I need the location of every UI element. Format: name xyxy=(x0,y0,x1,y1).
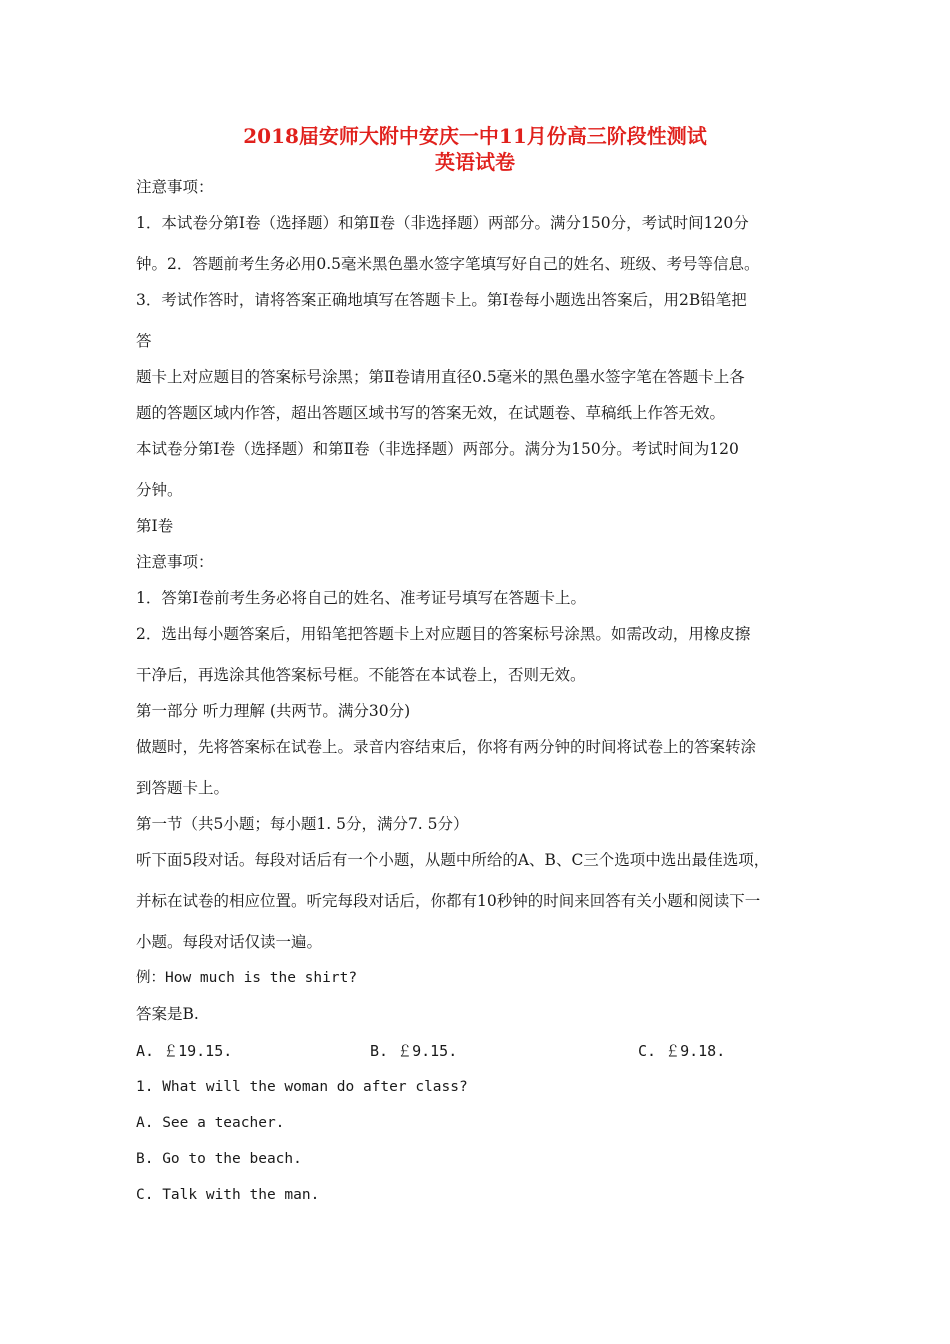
volume-one-heading: 第Ⅰ卷 xyxy=(136,517,174,535)
notice-item-1: 1．本试卷分第Ⅰ卷（选择题）和第Ⅱ卷（非选择题）两部分。满分150分，考试时间120分 xyxy=(136,214,749,232)
notice-item-3-cont: 题的答题区域内作答，超出答题区域书写的答案无效，在试题卷、草稿纸上作答无效。 xyxy=(136,404,726,422)
section-one-instructions: 听下面5段对话。每段对话后有一个小题，从题中所给的A、B、C三个选项中选出最佳选项， xyxy=(136,851,770,869)
notice-item-3-cont: 答 xyxy=(136,332,152,350)
part-one-instructions: 做题时，先将答案标在试卷上。录音内容结束后，你将有两分钟的时间将试卷上的答案转涂 xyxy=(136,738,757,756)
question-1: 1. What will the woman do after class? xyxy=(136,1079,468,1095)
notice-2-item-2: 2．选出每小题答案后，用铅笔把答题卡上对应题目的答案标号涂黑。如需改动，用橡皮擦 xyxy=(136,625,751,643)
question-1-option-b: B. Go to the beach. xyxy=(136,1151,302,1167)
notice-item-3-cont: 题卡上对应题目的答案标号涂黑；第Ⅱ卷请用直径0.5毫米的黑色墨水签字笔在答题卡上各 xyxy=(136,368,745,386)
example-option-c: C. ￡9.18. xyxy=(638,1042,726,1060)
notice-item-3: 3．考试作答时，请将答案正确地填写在答题卡上。第Ⅰ卷每小题选出答案后，用2B铅笔把 xyxy=(136,291,747,309)
notice-2-item-2-cont: 干净后，再选涂其他答案标号框。不能答在本试卷上，否则无效。 xyxy=(136,666,586,684)
section-one-instructions-cont: 并标在试卷的相应位置。听完每段对话后，你都有10秒钟的时间来回答有关小题和阅读下一 xyxy=(136,892,761,910)
part-one-heading: 第一部分 听力理解 (共两节。满分30分) xyxy=(136,702,411,720)
notice-heading: 注意事项： xyxy=(136,178,214,196)
example-question: 例：How much is the shirt? xyxy=(136,970,358,986)
document-subtitle: 英语试卷 xyxy=(435,150,515,174)
notice-item-1-cont: 钟。2．答题前考生务必用0.5毫米黑色墨水签字笔填写好自己的姓名、班级、考号等信息。 xyxy=(136,255,760,273)
exam-info: 本试卷分第Ⅰ卷（选择题）和第Ⅱ卷（非选择题）两部分。满分为150分。考试时间为120 xyxy=(136,440,739,458)
notice-2-item-1: 1．答第Ⅰ卷前考生务必将自己的姓名、准考证号填写在答题卡上。 xyxy=(136,589,586,607)
example-answer: 答案是B. xyxy=(136,1005,199,1023)
question-1-option-c: C. Talk with the man. xyxy=(136,1187,320,1203)
question-1-option-a: A. See a teacher. xyxy=(136,1115,285,1131)
example-option-a: A. ￡19.15. xyxy=(136,1042,233,1060)
example-option-b: B. ￡9.15. xyxy=(370,1042,458,1060)
part-one-instructions-cont: 到答题卡上。 xyxy=(136,779,230,797)
section-one-instructions-cont: 小题。每段对话仅读一遍。 xyxy=(136,933,323,951)
notice-heading-2: 注意事项： xyxy=(136,553,214,571)
exam-info-cont: 分钟。 xyxy=(136,481,183,499)
document-title: 2018届安师大附中安庆一中11月份高三阶段性测试 xyxy=(243,124,707,148)
section-one-heading: 第一节（共5小题；每小题1. 5分，满分7. 5分） xyxy=(136,815,469,833)
